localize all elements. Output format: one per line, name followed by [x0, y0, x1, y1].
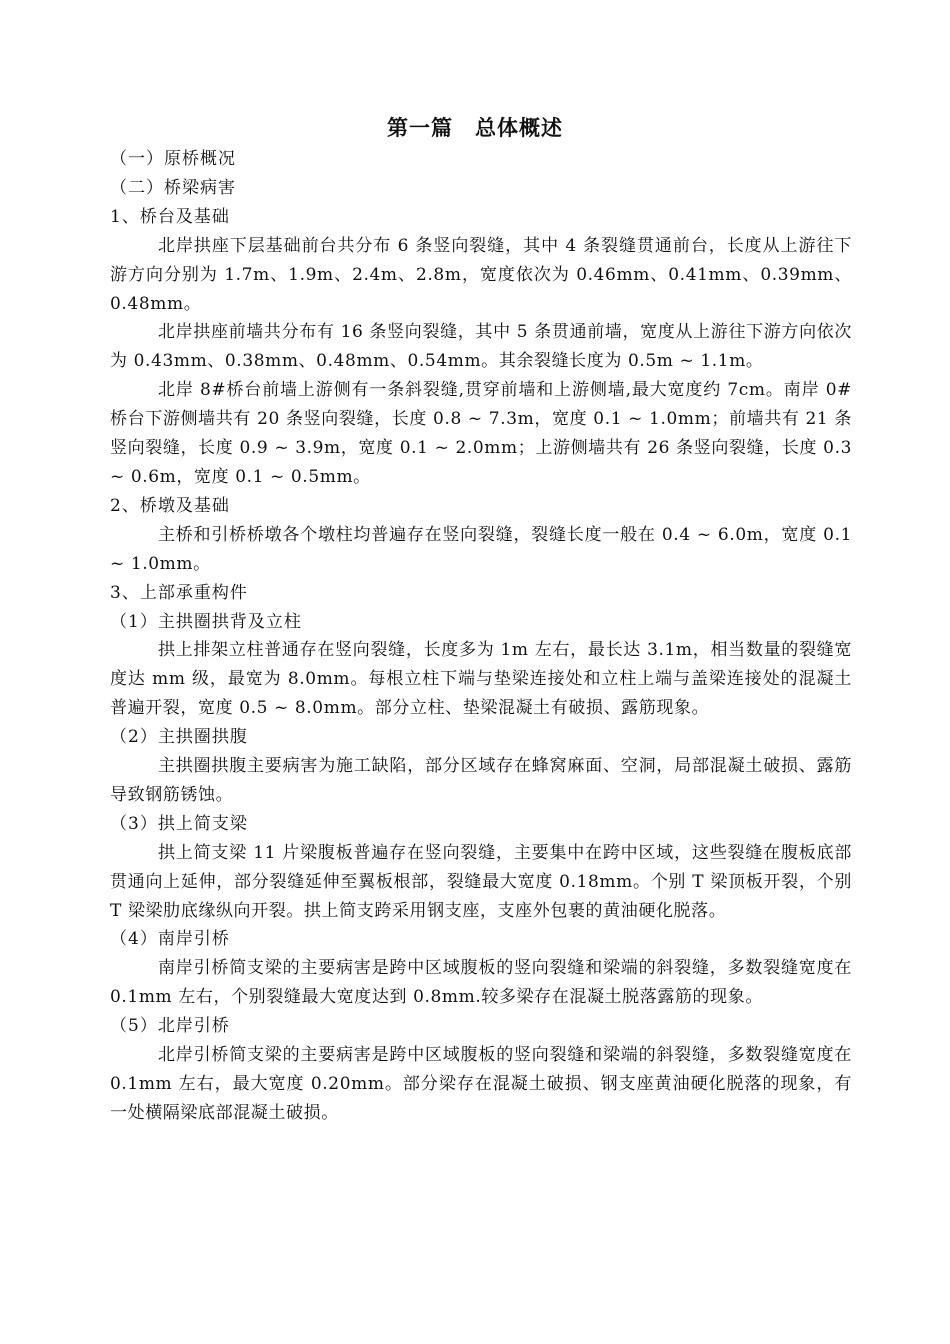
- section-heading-bridge-defects: （二）桥梁病害: [110, 177, 236, 198]
- paragraph: 主拱圈拱腹主要病害为施工缺陷，部分区域存在蜂窝麻面、空洞，局部混凝土破损、露筋导致钢筋锈蚀。: [110, 756, 852, 805]
- heading-abutment-foundation: 1、桥台及基础: [110, 206, 230, 227]
- heading-pier-foundation: 2、桥墩及基础: [110, 495, 230, 516]
- section-heading-original-bridge: （一）原桥概况: [110, 149, 236, 169]
- paragraph: 北岸引桥简支梁的主要病害是跨中区域腹板的竖向裂缝和梁端的斜裂缝，多数裂缝宽度在 0.1mm 左右，最大宽度 0.20mm。部分梁存在混凝土破损、钢支座黄油硬化脱落的现象，有一处横隔梁底部混凝土破损。: [110, 1045, 852, 1123]
- heading-superstructure: 3、上部承重构件: [110, 582, 248, 603]
- paragraph: 北岸拱座前墙共分布有 16 条竖向裂缝，其中 5 条贯通前墙，宽度从上游往下游方向依次为 0.43mm、0.38mm、0.48mm、0.54mm。其余裂缝长度为 0.5m ~ 1.1m。: [110, 322, 852, 372]
- page-title: 第一篇 总体概述: [387, 115, 563, 140]
- paragraph: 南岸引桥简支梁的主要病害是跨中区域腹板的竖向裂缝和梁端的斜裂缝，多数裂缝宽度在 0.1mm 左右，个别裂缝最大宽度达到 0.8mm.较多梁存在混凝土脱落露筋的现象。: [110, 958, 852, 1008]
- paragraph: 拱上简支梁 11 片梁腹板普遍存在竖向裂缝，主要集中在跨中区域，这些裂缝在腹板底部贯通向上延伸，部分裂缝延伸至翼板根部，裂缝最大宽度 0.18mm。个别 T 梁顶板开裂，个别 T 梁梁肋底缘纵向开裂。拱上简支跨采用钢支座，支座外包裹的黄油硬化脱落。: [110, 842, 852, 921]
- paragraph: 北岸拱座下层基础前台共分布 6 条竖向裂缝，其中 4 条裂缝贯通前台，长度从上游往下游方向分别为 1.7m、1.9m、2.4m、2.8m，宽度依次为 0.46mm、0.41mm、0.39mm、0.48mm。: [110, 235, 852, 314]
- document-body: [110, 145, 852, 1128]
- paragraph: 北岸 8#桥台前墙上游侧有一条斜裂缝,贯穿前墙和上游侧墙,最大宽度约 7cm。南岸 0#桥台下游侧墙共有 20 条竖向裂缝，长度 0.8 ~ 7.3m，宽度 0.1 ~ 1.0mm；前墙共有 21 条竖向裂缝，长度 0.9 ~ 3.9m，宽度 0.1 ~ 2.0mm；上游侧墙共有 26 条竖向裂缝，长度 0.3 ~ 0.6m，宽度 0.1 ~ 0.5mm。: [110, 380, 852, 487]
- subheading-arch-back-columns: （1）主拱圈拱背及立柱: [110, 611, 302, 632]
- subheading-south-approach: （4）南岸引桥: [110, 929, 230, 950]
- paragraph: 拱上排架立柱普通存在竖向裂缝，长度多为 1m 左右，最长达 3.1m，相当数量的裂缝宽度达 mm 级，最宽为 8.0mm。每根立柱下端与垫梁连接处和立柱上端与盖梁连接处的混凝土普遍开裂，宽度 0.5 ~ 8.0mm。部分立柱、垫梁混凝土有破损、露筋现象。: [110, 640, 852, 719]
- subheading-north-approach: （5）北岸引桥: [110, 1016, 230, 1037]
- subheading-arch-soffit: （2）主拱圈拱腹: [110, 727, 248, 748]
- subheading-simply-supported-beams: （3）拱上简支梁: [110, 813, 248, 834]
- paragraph: 主桥和引桥桥墩各个墩柱均普遍存在竖向裂缝，裂缝长度一般在 0.4 ~ 6.0m，宽度 0.1 ~ 1.0mm。: [110, 524, 852, 574]
